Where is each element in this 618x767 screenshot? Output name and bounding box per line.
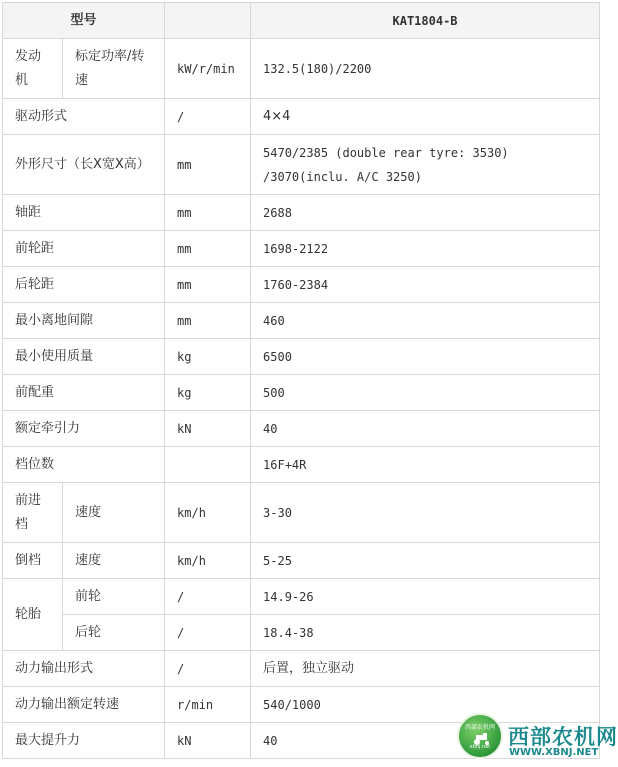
row-value-mass: 6500 [251,339,600,375]
logo-badge-url: xbnj.net [469,744,491,750]
row-unit-reverse: km/h [165,543,251,579]
table-row [3,339,600,375]
row-item-traction: 额定牵引力 [3,411,165,447]
row-item-gears: 档位数 [3,447,165,483]
table-row [3,483,600,543]
row-group-engine: 发动机 [3,39,63,99]
table-row [3,195,600,231]
table-row [3,99,600,135]
header-label: 型号 [3,3,165,39]
row-unit-gears [165,447,251,483]
row-unit-lift: kN [165,723,251,759]
row-unit-traction: kN [165,411,251,447]
table-row [3,303,600,339]
row-value-front-tyre: 14.9-26 [251,579,600,615]
table-row [3,543,600,579]
logo-badge-text: 西部农机网 [464,724,495,731]
row-item-mass: 最小使用质量 [3,339,165,375]
row-value-gears: 16F+4R [251,447,600,483]
table-row [3,447,600,483]
row-unit-mass: kg [165,339,251,375]
table-row [3,231,600,267]
row-value-pto-speed: 540/1000 [251,687,600,723]
row-unit-front-tyre: / [165,579,251,615]
row-item-wheelbase: 轴距 [3,195,165,231]
table-row [3,579,600,615]
row-group-forward: 前进档 [3,483,63,543]
row-unit-wheelbase: mm [165,195,251,231]
table-row [3,267,600,303]
logo-url: WWW.XBNJ.NET [509,747,599,758]
row-item-lift: 最大提升力 [3,723,165,759]
row-unit-pto-speed: r/min [165,687,251,723]
table-row [3,375,600,411]
row-item-clearance: 最小离地间隙 [3,303,165,339]
header-model: KAT1804-B [251,3,600,39]
row-item-rear-tyre: 后轮 [63,615,165,651]
row-value-drive: 4×4 [251,99,600,135]
row-unit-rear-track: mm [165,267,251,303]
row-item-engine: 标定功率/转速 [63,39,165,99]
row-unit-engine: kW/r/min [165,39,251,99]
row-item-pto-type: 动力输出形式 [3,651,165,687]
table-row [3,615,600,651]
row-group-reverse: 倒档 [3,543,63,579]
row-unit-clearance: mm [165,303,251,339]
row-item-drive: 驱动形式 [3,99,165,135]
row-value-front-track: 1698-2122 [251,231,600,267]
table-row [3,411,600,447]
logo-name: 西部农机网 [508,725,618,749]
row-value-ballast: 500 [251,375,600,411]
header-unit-blank [165,3,251,39]
row-value-reverse: 5-25 [251,543,600,579]
row-value-engine: 132.5(180)/2200 [251,39,600,99]
row-unit-drive: / [165,99,251,135]
watermark-logo [451,713,618,765]
row-group-tyres: 轮胎 [3,579,63,651]
row-item-dimensions: 外形尺寸（长X宽X高） [3,135,165,195]
row-item-reverse: 速度 [63,543,165,579]
row-item-forward: 速度 [63,483,165,543]
logo-badge [457,713,503,759]
row-unit-pto-type: / [165,651,251,687]
table-row [3,651,600,687]
row-value-forward: 3-30 [251,483,600,543]
row-value-dimensions: 5470/2385 (double rear tyre: 3530) /3070(inclu. A/C 3250) [251,135,600,195]
row-item-front-track: 前轮距 [3,231,165,267]
row-unit-rear-tyre: / [165,615,251,651]
spec-table [2,2,600,759]
row-value-clearance: 460 [251,303,600,339]
row-unit-dimensions: mm [165,135,251,195]
row-value-pto-type: 后置，独立驱动 [251,651,600,687]
row-value-traction: 40 [251,411,600,447]
row-value-lift: 40 [251,723,600,759]
row-item-rear-track: 后轮距 [3,267,165,303]
row-item-pto-speed: 动力输出额定转速 [3,687,165,723]
row-unit-ballast: kg [165,375,251,411]
row-value-wheelbase: 2688 [251,195,600,231]
row-item-ballast: 前配重 [3,375,165,411]
row-value-rear-tyre: 18.4-38 [251,615,600,651]
row-item-front-tyre: 前轮 [63,579,165,615]
table-header-row [3,3,600,39]
row-unit-forward: km/h [165,483,251,543]
row-value-rear-track: 1760-2384 [251,267,600,303]
table-row [3,39,600,99]
table-row [3,135,600,195]
row-unit-front-track: mm [165,231,251,267]
